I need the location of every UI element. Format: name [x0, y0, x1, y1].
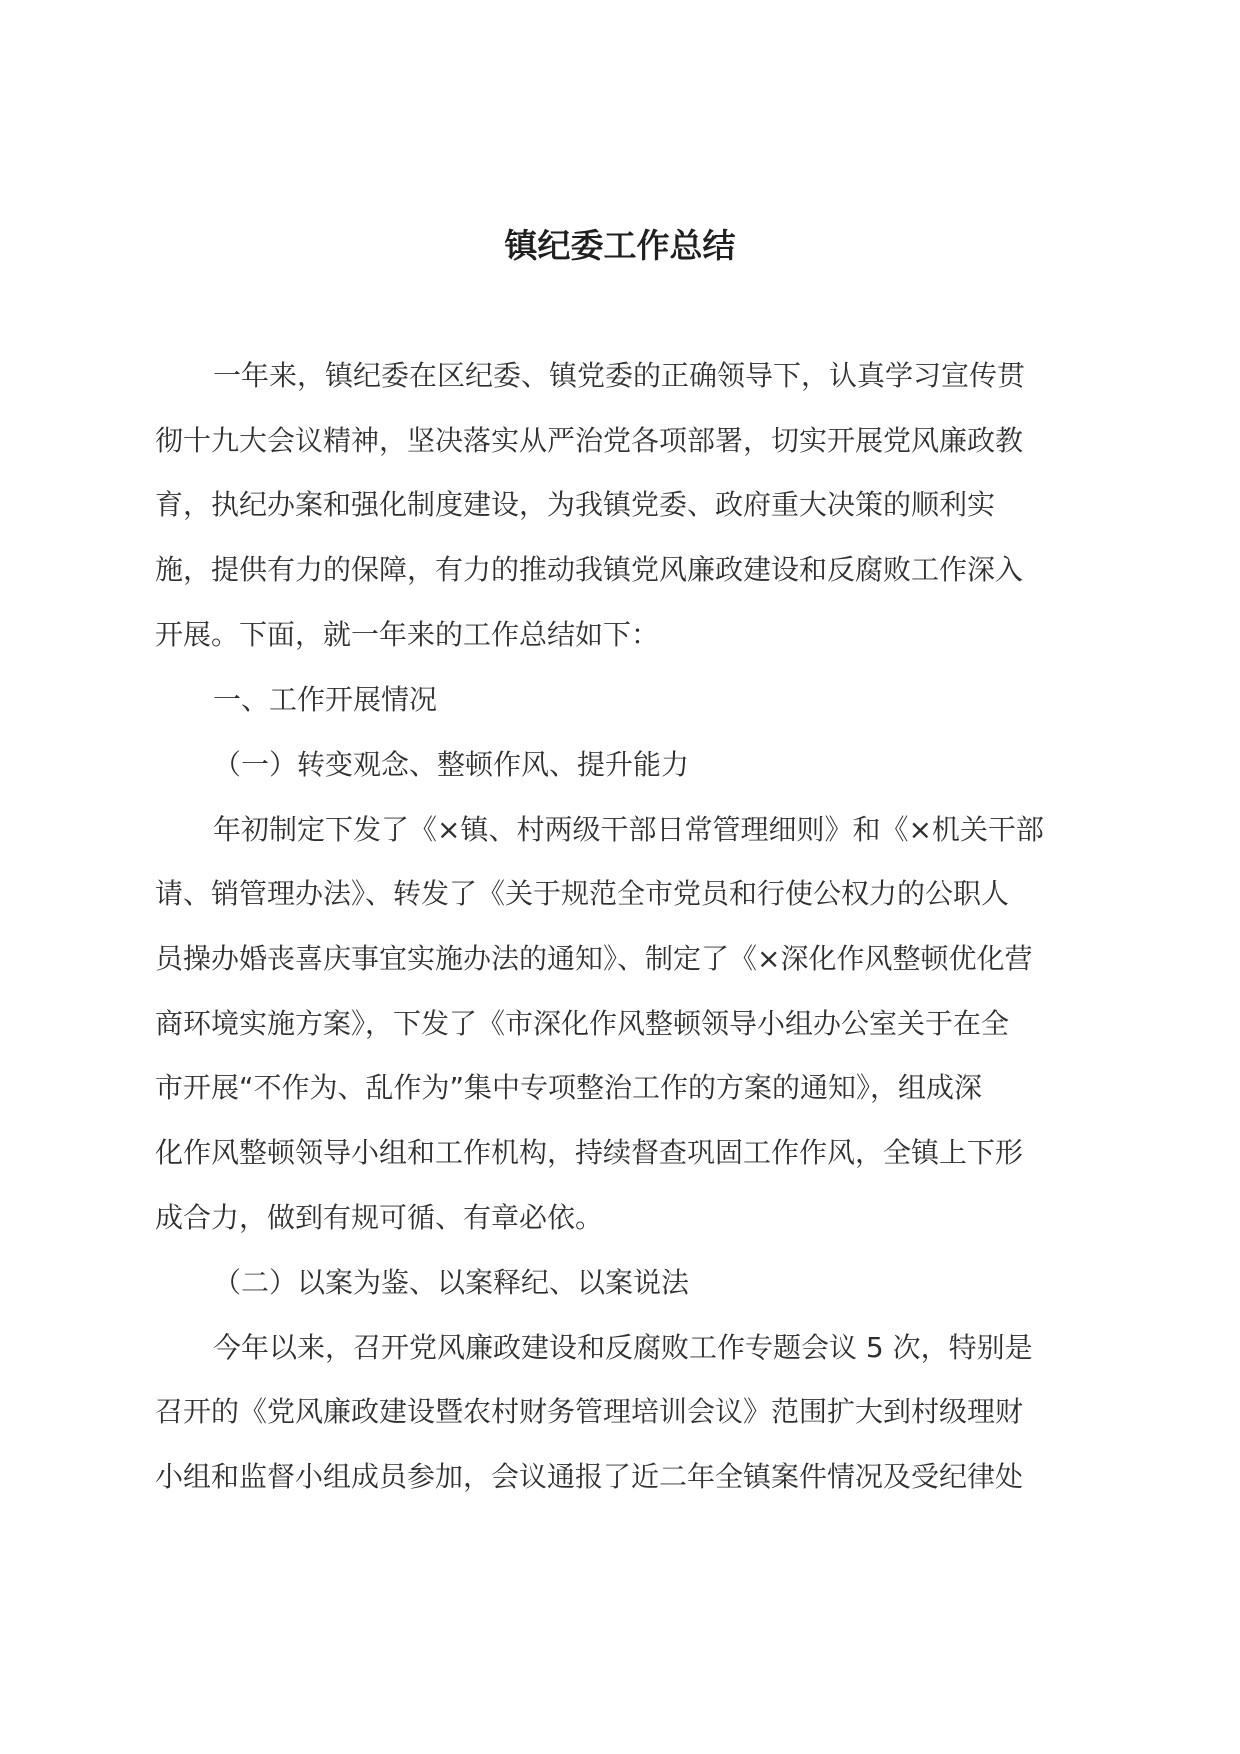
paragraph-1-line-4: 商环境实施方案》，下发了《市深化作风整顿领导小组办公室关于在全: [155, 1007, 1010, 1040]
section-heading-1: 一、工作开展情况: [213, 683, 438, 716]
paragraph-1-line-1: 年初制定下发了《×镇、村两级干部日常管理细则》和《×机关干部: [213, 813, 1044, 846]
intro-line-3: 育，执纪办案和强化制度建设，为我镇党委、政府重大决策的顺利实: [155, 488, 996, 521]
intro-line-4: 施，提供有力的保障，有力的推动我镇党风廉政建设和反腐败工作深入: [155, 553, 1024, 586]
paragraph-2-line-1: 今年以来，召开党风廉政建设和反腐败工作专题会议 5 次，特别是: [213, 1331, 1033, 1364]
intro-line-1: 一年来，镇纪委在区纪委、镇党委的正确领导下，认真学习宣传贯: [213, 359, 1026, 392]
paragraph-2-line-3: 小组和监督小组成员参加，会议通报了近二年全镇案件情况及受纪律处: [155, 1460, 1024, 1493]
document-title: 镇纪委工作总结: [504, 226, 736, 265]
paragraph-1-line-6: 化作风整顿领导小组和工作机构，持续督查巩固工作作风，全镇上下形: [155, 1136, 1024, 1169]
intro-line-2: 彻十九大会议精神，坚决落实从严治党各项部署，切实开展党风廉政教: [155, 424, 1024, 457]
subsection-heading-1: （一）转变观念、整顿作风、提升能力: [213, 748, 690, 781]
paragraph-1-line-2: 请、销管理办法》、转发了《关于规范全市党员和行使公权力的公职人: [155, 877, 1010, 910]
intro-line-5: 开展。下面，就一年来的工作总结如下：: [155, 618, 660, 651]
paragraph-2-line-2: 召开的《党风廉政建设暨农村财务管理培训会议》范围扩大到村级理财: [155, 1395, 1024, 1428]
subsection-heading-2: （二）以案为鉴、以案释纪、以案说法: [213, 1266, 690, 1299]
paragraph-1-line-7: 成合力，做到有规可循、有章必依。: [155, 1201, 604, 1234]
paragraph-1-line-3: 员操办婚丧喜庆事宜实施办法的通知》、制定了《×深化作风整顿优化营: [155, 942, 1033, 975]
paragraph-1-line-5: 市开展“不作为、乱作为”集中专项整治工作的方案的通知》，组成深: [155, 1071, 983, 1104]
